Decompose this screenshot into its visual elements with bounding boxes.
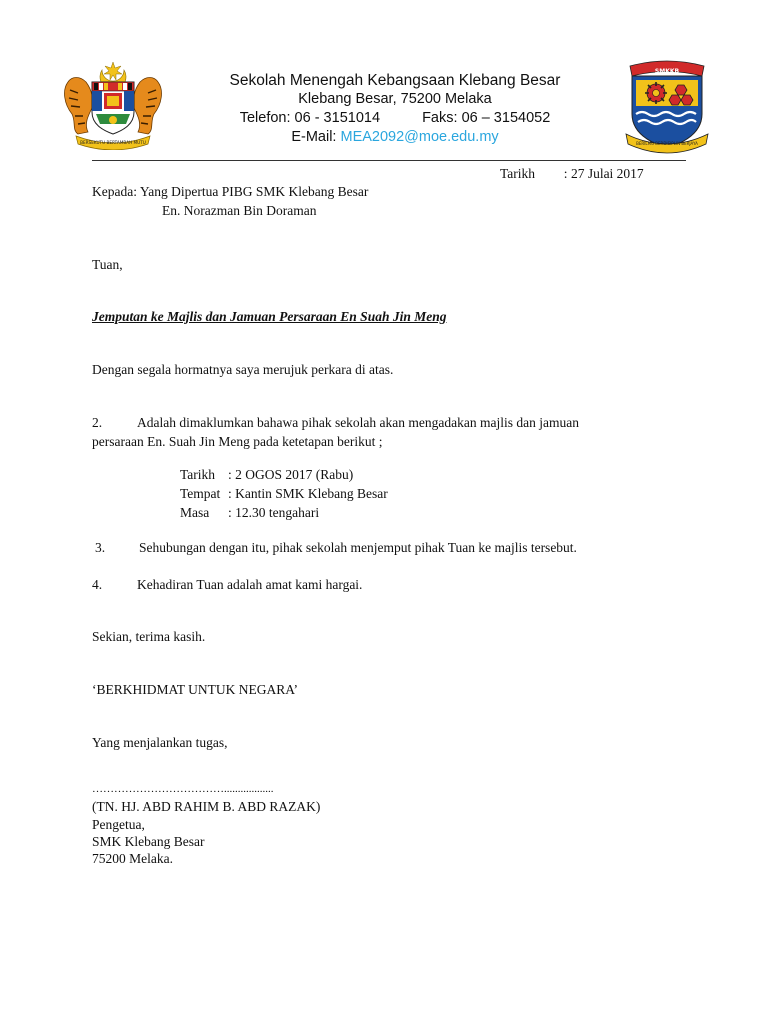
- signatory-city: 75200 Melaka.: [92, 851, 173, 866]
- detail-value: Kantin SMK Klebang Besar: [235, 486, 388, 501]
- date-value: 27 Julai 2017: [570, 166, 644, 181]
- detail-venue: Tempat : Kantin SMK Klebang Besar: [180, 486, 388, 501]
- fax-number: 06 – 3154052: [461, 110, 551, 126]
- date-label: Tarikh: [500, 166, 536, 181]
- recipient-line-2: En. Norazman Bin Doraman: [162, 203, 317, 218]
- signatory-title: Pengetua,: [92, 817, 145, 832]
- header-divider: [92, 160, 686, 161]
- phone-number: 06 - 3151014: [294, 110, 381, 126]
- school-name: Sekolah Menengah Kebangsaan Klebang Besar: [229, 72, 561, 89]
- school-address: Klebang Besar, 75200 Melaka: [298, 91, 492, 107]
- contact-phone-fax: [170, 110, 620, 126]
- detail-value: 12.30 tengahari: [235, 505, 320, 520]
- motto-line: ‘BERKHIDMAT UNTUK NEGARA’: [92, 682, 298, 697]
- duty-line: Yang menjalankan tugas,: [92, 735, 228, 750]
- paragraph-2-line-2: persaraan En. Suah Jin Meng pada ketetapan berikut ;: [92, 434, 383, 449]
- detail-value: 2 OGOS 2017 (Rabu): [235, 467, 354, 482]
- contact-email: [170, 129, 620, 145]
- coat-of-arms-logo: [58, 60, 168, 150]
- letter-subject: Jemputan ke Majlis dan Jamuan Persaraan En Suah Jin Meng: [92, 309, 447, 324]
- detail-time: Masa : 12.30 tengahari: [180, 505, 320, 520]
- recipient-name: Yang Dipertua PIBG SMK Klebang Besar: [139, 184, 369, 199]
- phone-label: Telefon:: [239, 110, 291, 126]
- paragraph-3-number: 3.: [95, 540, 106, 555]
- detail-label: Tarikh: [180, 467, 216, 482]
- recipient-line-1: [92, 184, 368, 200]
- intro-paragraph: Dengan segala hormatnya saya merujuk perkara di atas.: [92, 362, 394, 377]
- closing-line: Sekian, terima kasih.: [92, 629, 206, 644]
- detail-date: Tarikh : 2 OGOS 2017 (Rabu): [180, 467, 354, 482]
- paragraph-3-text: Sehubungan dengan itu, pihak sekolah menjemput pihak Tuan ke majlis tersebut.: [139, 540, 577, 555]
- crest-left-motto: BERSEKUTU BERTAMBAH MUTU: [80, 140, 146, 145]
- signatory-organisation: SMK Klebang Besar: [92, 834, 205, 849]
- paragraph-4-text: Kehadiran Tuan adalah amat kami hargai.: [137, 577, 363, 592]
- date-sep: :: [563, 166, 568, 181]
- paragraph-4-number: 4.: [92, 577, 103, 592]
- email-label: E-Mail:: [291, 129, 337, 145]
- recipient-label: Kepada:: [92, 184, 137, 199]
- crest-right-motto: BERILMU BERDISIPLIN BERJAYA: [636, 141, 698, 146]
- letter-date: [500, 166, 644, 182]
- school-crest-logo: [622, 58, 712, 158]
- email-link[interactable]: MEA2092@moe.edu.my: [340, 129, 499, 145]
- crest-right-initials: SMKKB: [654, 68, 680, 75]
- detail-label: Masa: [180, 505, 210, 520]
- fax-label: Faks:: [422, 110, 458, 126]
- paragraph-2-number: 2.: [92, 415, 103, 430]
- detail-label: Tempat: [180, 486, 221, 501]
- paragraph-2-line-1: Adalah dimaklumkan bahawa pihak sekolah akan mengadakan majlis dan jamuan: [137, 415, 579, 430]
- signatory-name: (TN. HJ. ABD RAHIM B. ABD RAZAK): [92, 799, 321, 814]
- signature-dots: ………………………………..................: [92, 783, 274, 795]
- salutation: Tuan,: [92, 257, 123, 272]
